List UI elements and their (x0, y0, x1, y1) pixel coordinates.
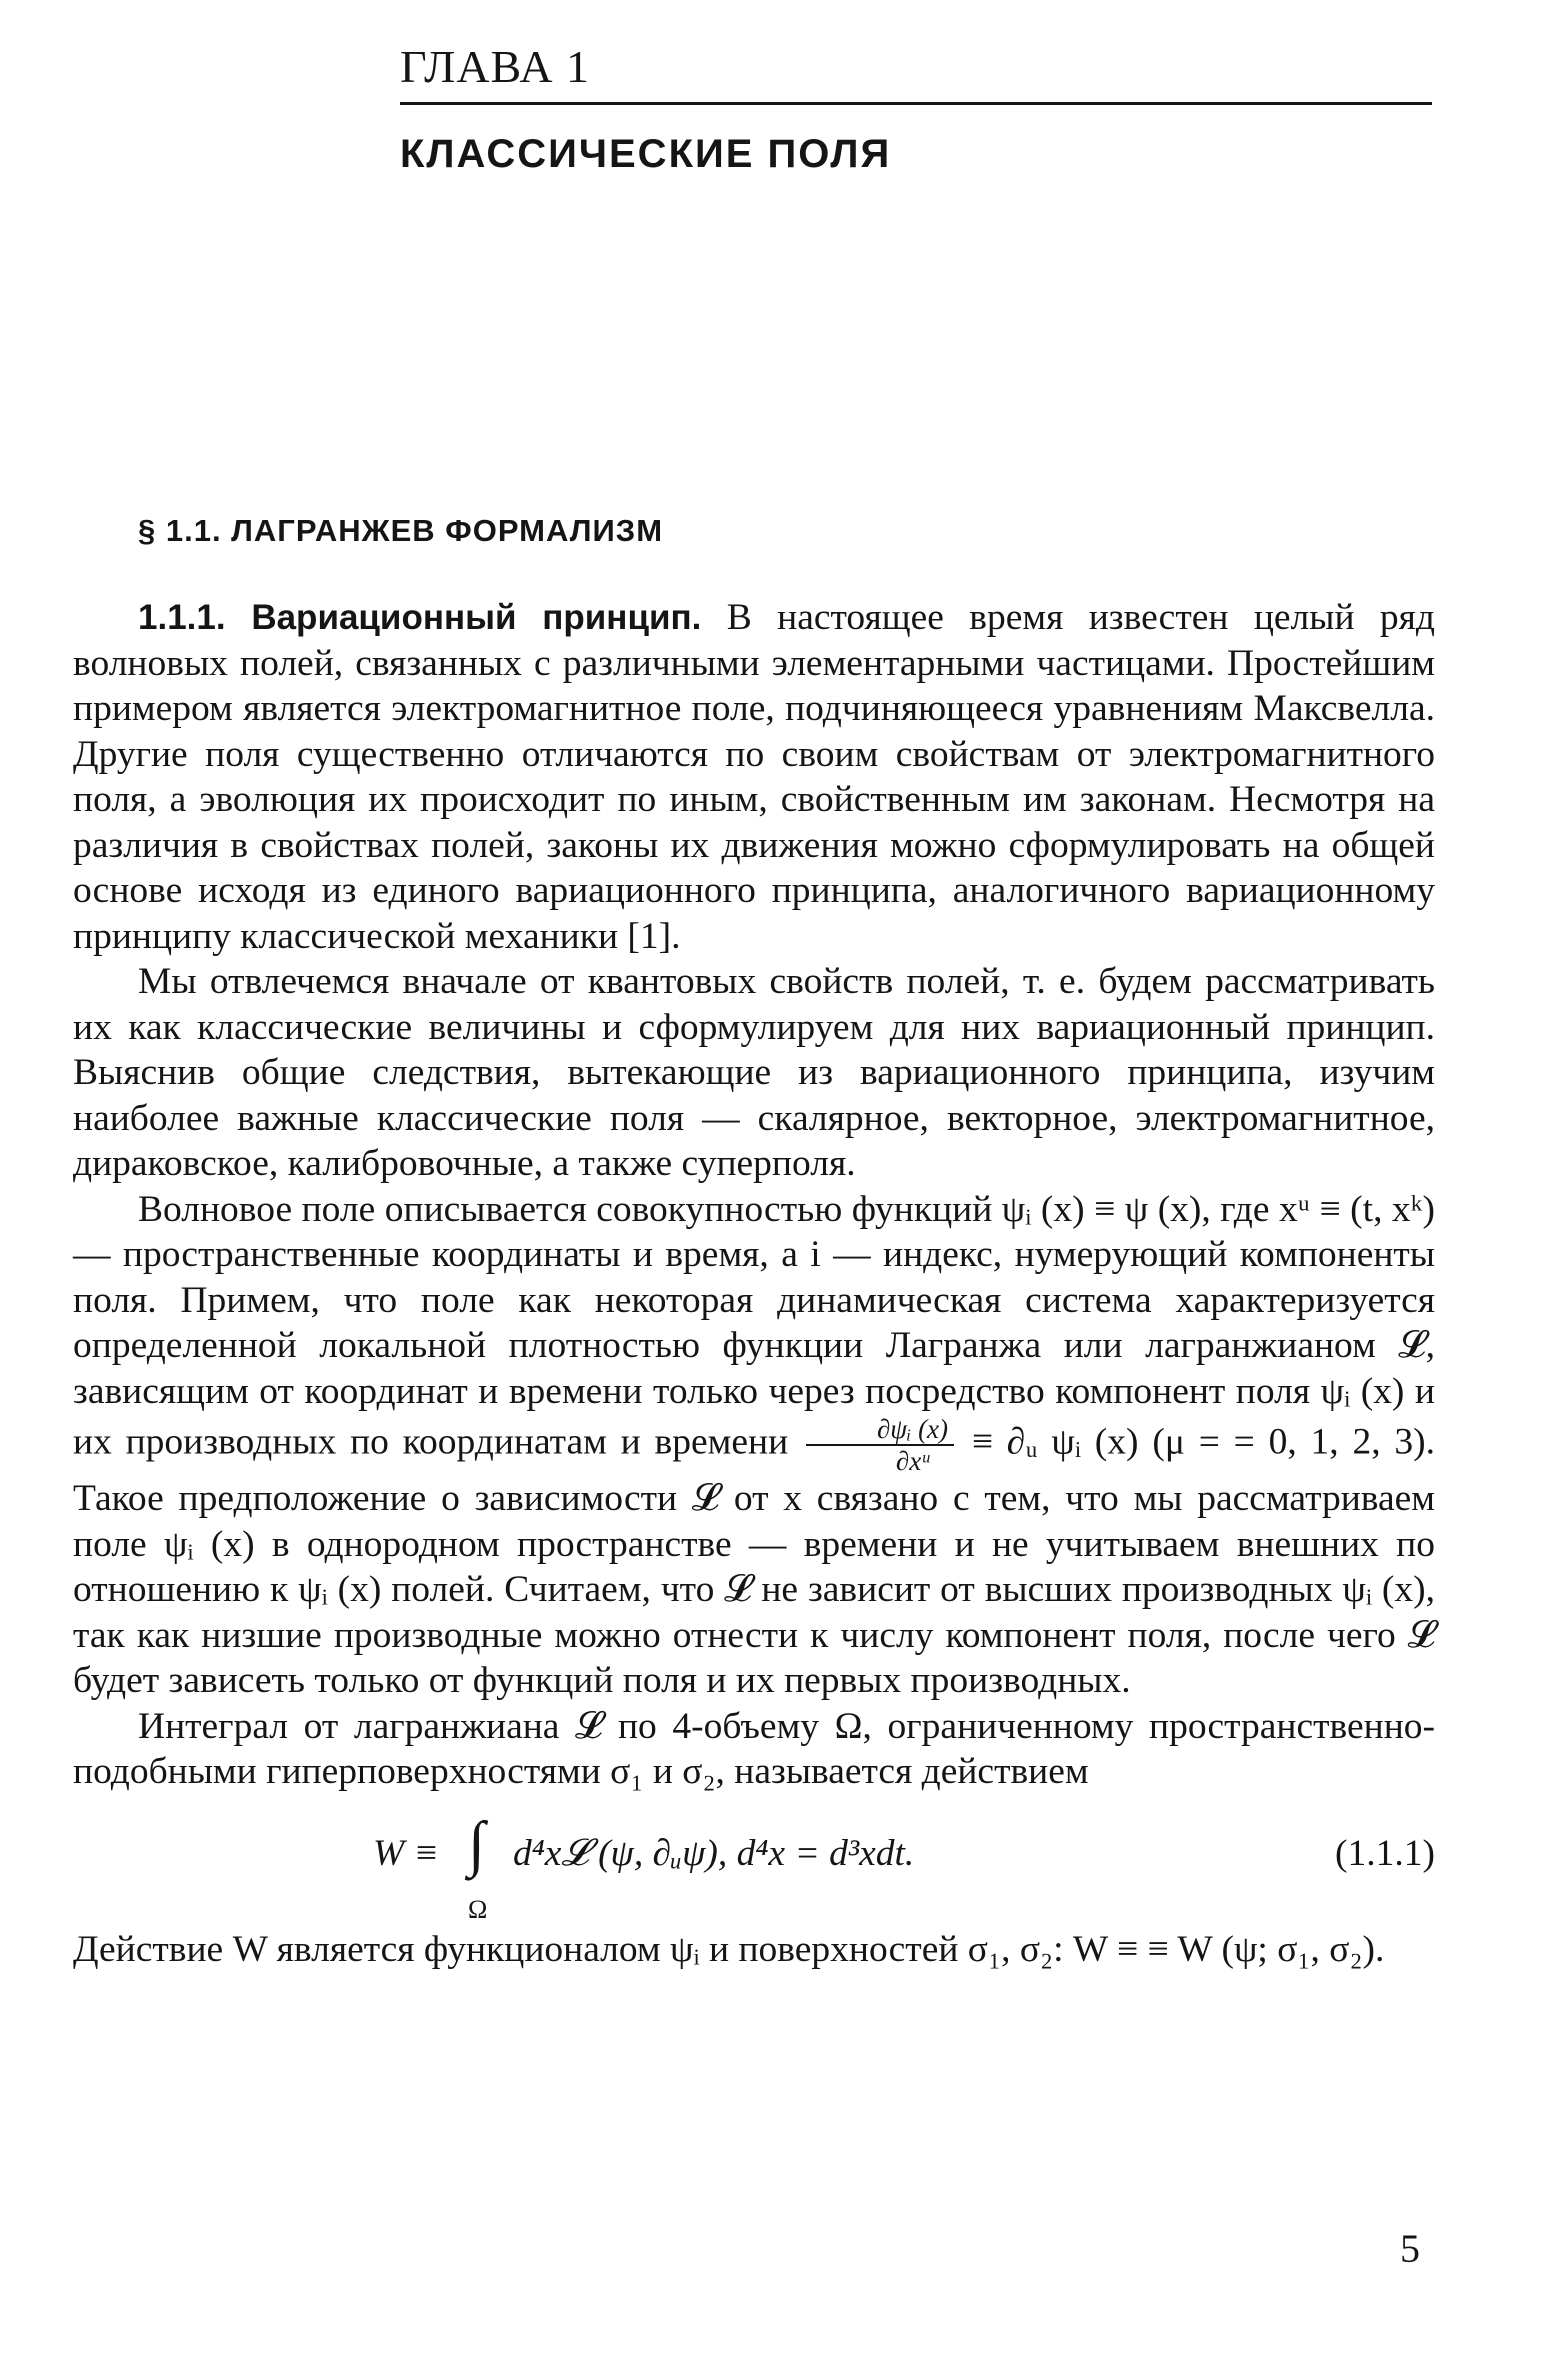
paragraph-text: ≡ ∂ᵤ ψᵢ (x) (μ = = 0, 1, 2, 3). Такое предположение о зависимости 𝓛 от x связано с тем, что мы рассматриваем поле ψᵢ (x) в однородном пространстве — времени и не учитываем внешних по отношению к ψᵢ (x) полей. Считаем, что 𝓛 не зависит от высших производных ψᵢ (x), так как низшие производные можно отнести к числу компонент поля, после чего 𝓛 будет зависеть только от функций поля и их первых производных. (73, 1421, 1435, 1701)
equation-body: d⁴x𝓛 (ψ, ∂ᵤψ), d⁴x = d³xdt. (513, 1832, 915, 1874)
fraction-numerator: ∂ψᵢ (x) (806, 1414, 954, 1446)
paragraph-classical-fields: Мы отвлечемся вначале от квантовых свойств полей, т. е. будем рассматривать их как классические величины и сформулируем для них вариационный принцип. Выяснив общие следствия, вытекающие из вариационного принципа, изучим наиболее важные классические поля — скалярное, векторное, электромагнитное, дираковское, калибровочные, а также суперполя. (73, 961, 1435, 1184)
paragraph-wave-field (73, 1187, 1435, 1704)
chapter-title: КЛАССИЧЕСКИЕ ПОЛЯ (400, 132, 892, 176)
integral-domain: Ω (468, 1894, 488, 1924)
body-text (73, 595, 1435, 1972)
paragraph-action-integral: Интеграл от лагранжиана 𝓛 по 4-объему Ω, ограниченному пространственно-подобными гиперповерхностями σ₁ и σ₂, называется действием (73, 1705, 1435, 1792)
fraction-denominator: ∂xᵘ (895, 1446, 930, 1476)
paragraph-action-functional: Действие W является функционалом ψᵢ и поверхностей σ₁, σ₂: W ≡ ≡ W (ψ; σ₁, σ₂). (73, 1928, 1385, 1970)
paragraph-text: В настоящее время известен целый ряд волновых полей, связанных с различными элементарными частицами. Простейшим примером является электромагнитное поле, подчиняющееся уравнениям Максвелла. Другие поля существенно отличаются по своим свойствам от электромагнитного поля, а эволюция их происходит по иным, свойственным им законам. Несмотря на различия в свойствах полей, законы их движения можно сформулировать на общей основе исходя из единого вариационного принципа, аналогичного вариационному принципу классической механики [1]. (73, 597, 1435, 957)
equation-lhs: W ≡ (373, 1832, 439, 1874)
paragraph-text: Волновое поле описывается совокупностью функций ψᵢ (x) ≡ ψ (x), где xᵘ ≡ (t, xᵏ) — пространственные координаты и время, а i — индекс, нумерующий компоненты поля. Примем, что поле как некоторая динамическая система характеризуется определенной локальной плотностью функции Лагранжа или лагранжианом 𝓛, зависящим от координат и времени только через посредство компонент поля ψᵢ (x) и их производных по координатам и времени (73, 1188, 1435, 1463)
page-number: 5 (1400, 2226, 1420, 2271)
integral-sign: ∫ (468, 1809, 485, 1878)
paragraph-variational-principle (73, 595, 1435, 959)
equation-1-1-1 (73, 1795, 1435, 1927)
chapter-divider (400, 102, 1432, 105)
chapter-label: ГЛАВА 1 (400, 41, 591, 92)
derivative-fraction (806, 1414, 954, 1476)
equation-number: (1.1.1) (1335, 1832, 1435, 1874)
subsection-lead: 1.1.1. Вариационный принцип. (138, 598, 702, 637)
section-heading: § 1.1. ЛАГРАНЖЕВ ФОРМАЛИЗМ (138, 513, 664, 548)
